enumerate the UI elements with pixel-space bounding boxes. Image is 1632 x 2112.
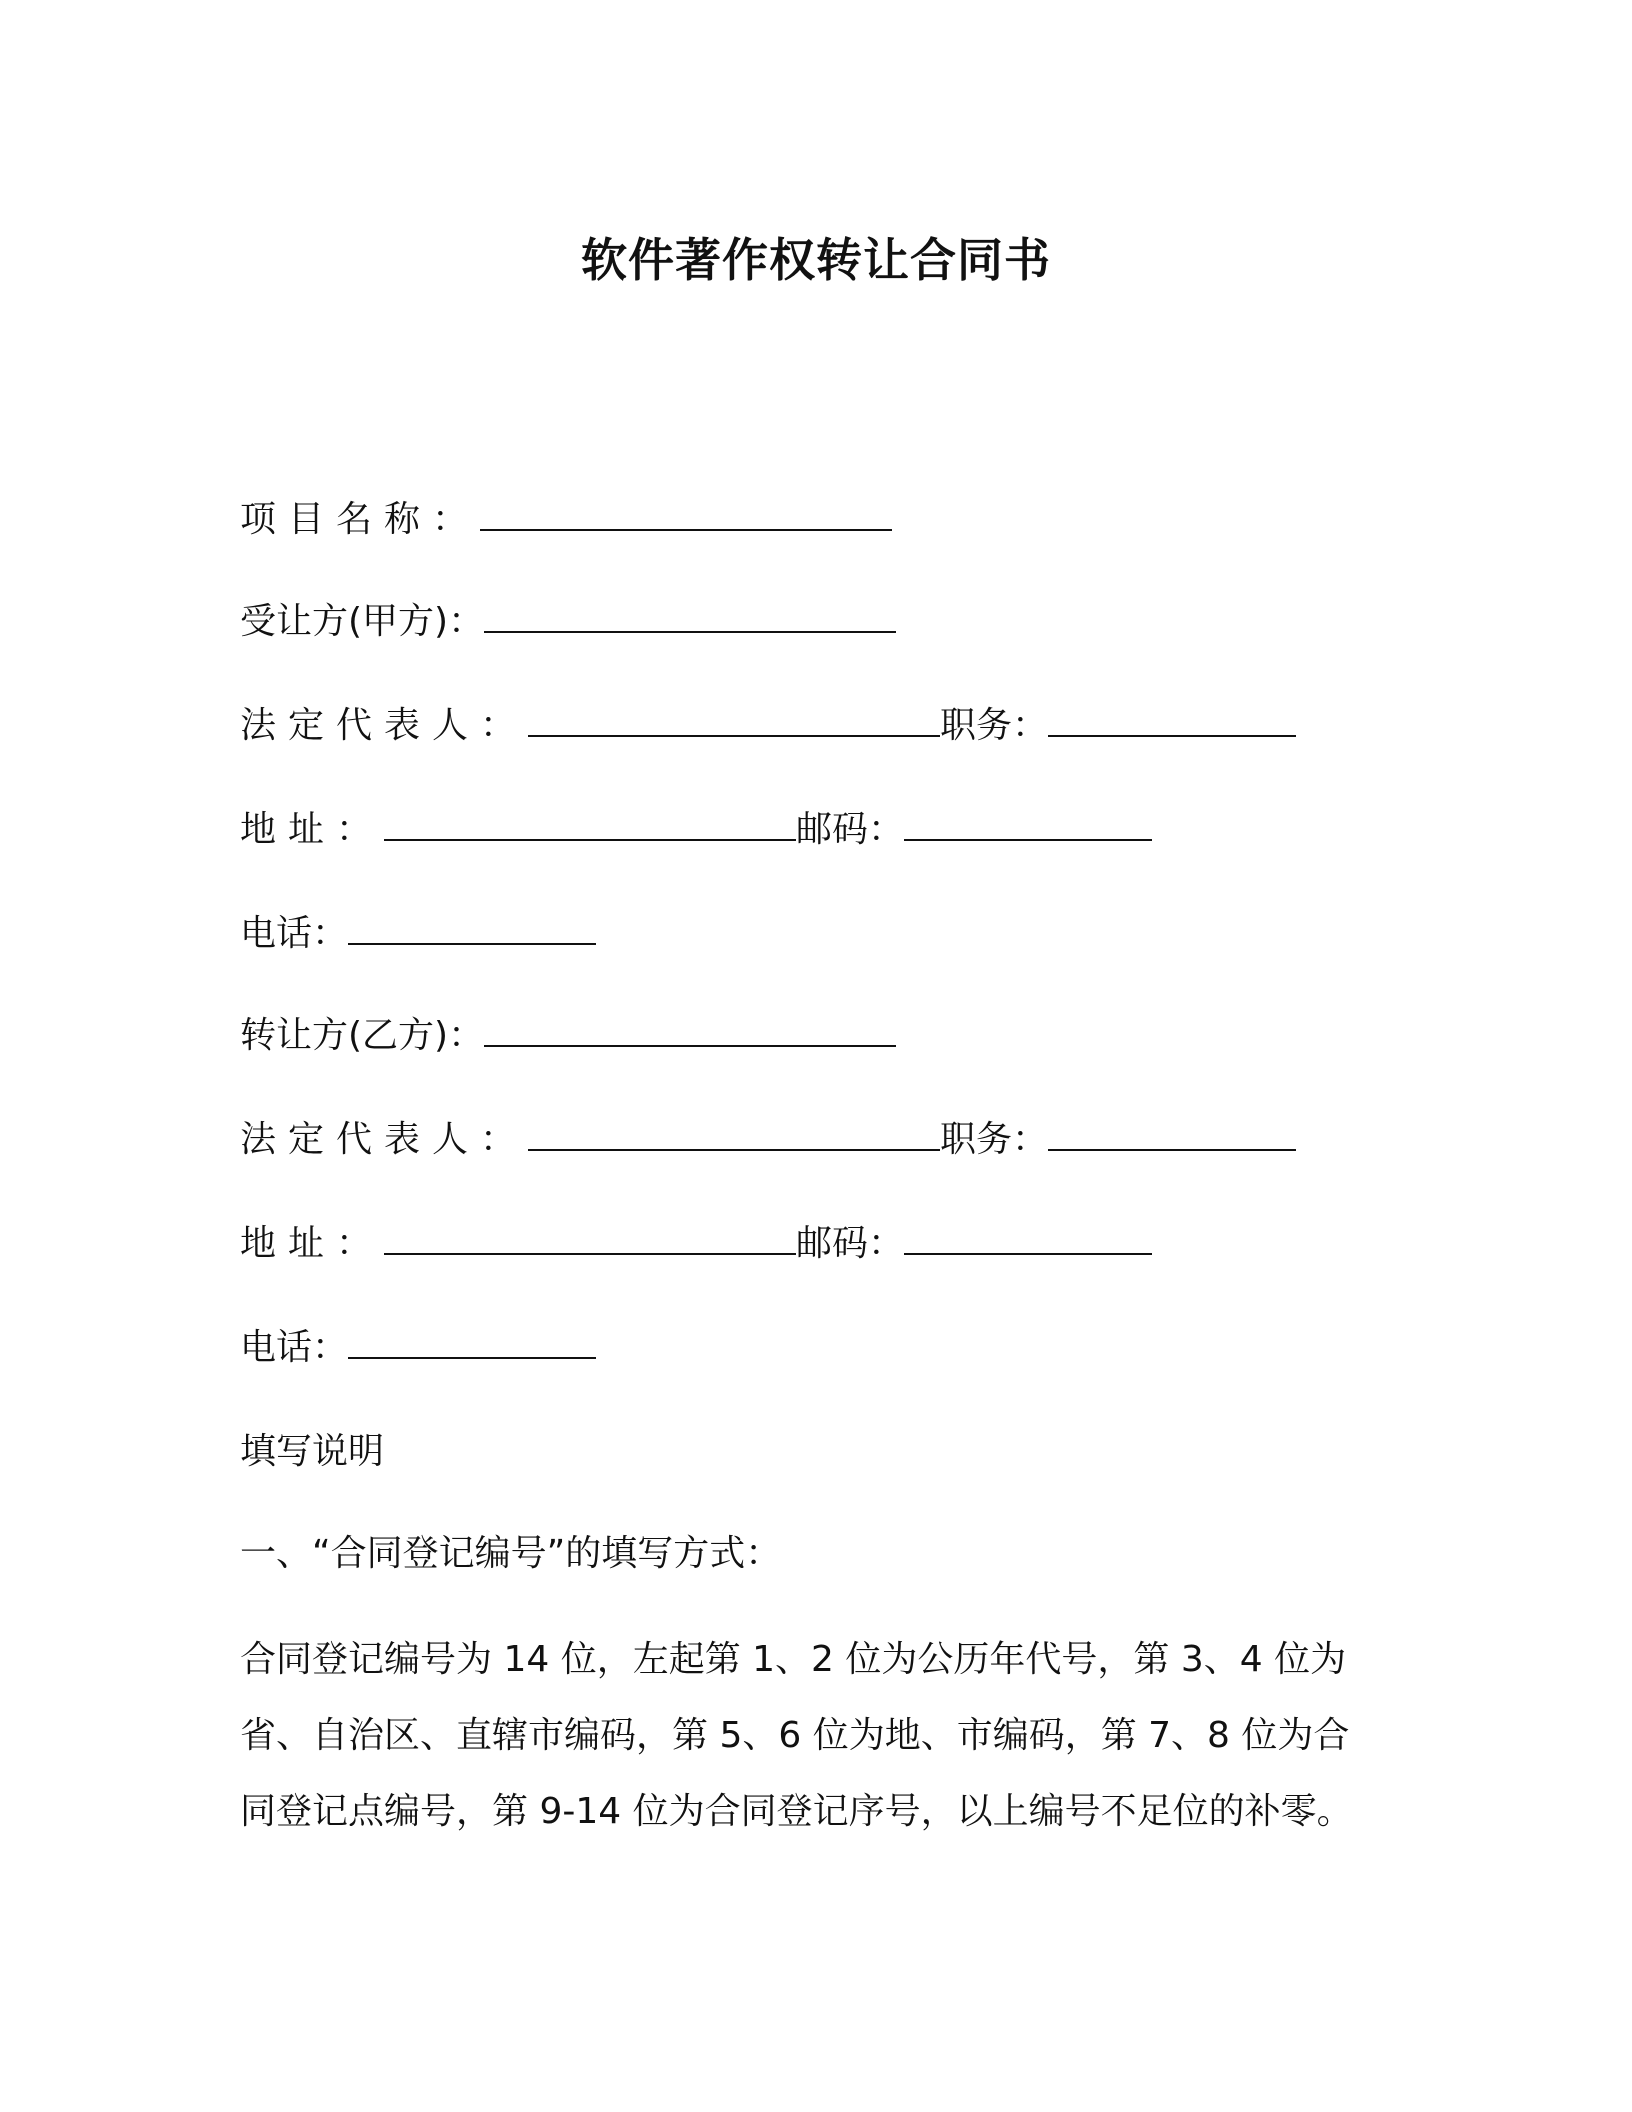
position-b-label: 职务：	[940, 1119, 1049, 1160]
legal-rep-b-blank[interactable]	[528, 1119, 940, 1151]
assignee-row	[240, 598, 896, 646]
address-b-label: 地址：	[240, 1223, 385, 1264]
legal-rep-a-label: 法定代表人：	[240, 705, 529, 746]
legal-rep-b-row	[240, 1116, 1296, 1164]
address-a-blank[interactable]	[384, 809, 796, 841]
document-title: 软件著作权转让合同书	[581, 233, 1051, 287]
assignor-blank[interactable]	[484, 1015, 896, 1047]
address-b-row	[240, 1220, 1152, 1268]
project-name-row	[240, 496, 892, 544]
section-one-line-2: 省、自治区、直辖市编码，第 5、6 位为地、市编码，第 7、8 位为合	[240, 1715, 1350, 1756]
instructions-heading: 填写说明	[240, 1431, 385, 1472]
project-name-label: 项目名称：	[240, 499, 481, 540]
position-b-blank[interactable]	[1048, 1119, 1296, 1151]
assignor-label: 转让方(乙方)：	[240, 1015, 485, 1056]
phone-b-row	[240, 1324, 596, 1372]
legal-rep-b-label: 法定代表人：	[240, 1119, 529, 1160]
section-one-line-3: 同登记点编号，第 9-14 位为合同登记序号，以上编号不足位的补零。	[240, 1791, 1353, 1832]
address-a-label: 地址：	[240, 809, 385, 850]
postcode-b-blank[interactable]	[904, 1223, 1152, 1255]
position-a-label: 职务：	[940, 705, 1049, 746]
address-b-blank[interactable]	[384, 1223, 796, 1255]
assignee-blank[interactable]	[484, 601, 896, 633]
postcode-a-label: 邮码：	[796, 809, 905, 850]
phone-b-blank[interactable]	[348, 1327, 596, 1359]
address-a-row	[240, 806, 1152, 854]
phone-a-label: 电话：	[240, 913, 349, 954]
project-name-blank[interactable]	[480, 499, 892, 531]
postcode-a-blank[interactable]	[904, 809, 1152, 841]
assignor-row	[240, 1012, 896, 1060]
section-one-line-1: 合同登记编号为 14 位，左起第 1、2 位为公历年代号，第 3、4 位为	[240, 1639, 1347, 1680]
section-one-heading: 一、“合同登记编号”的填写方式：	[240, 1533, 782, 1574]
legal-rep-a-blank[interactable]	[528, 705, 940, 737]
phone-a-row	[240, 910, 596, 958]
phone-b-label: 电话：	[240, 1327, 349, 1368]
position-a-blank[interactable]	[1048, 705, 1296, 737]
postcode-b-label: 邮码：	[796, 1223, 905, 1264]
phone-a-blank[interactable]	[348, 913, 596, 945]
assignee-label: 受让方(甲方)：	[240, 601, 485, 642]
legal-rep-a-row	[240, 702, 1296, 750]
